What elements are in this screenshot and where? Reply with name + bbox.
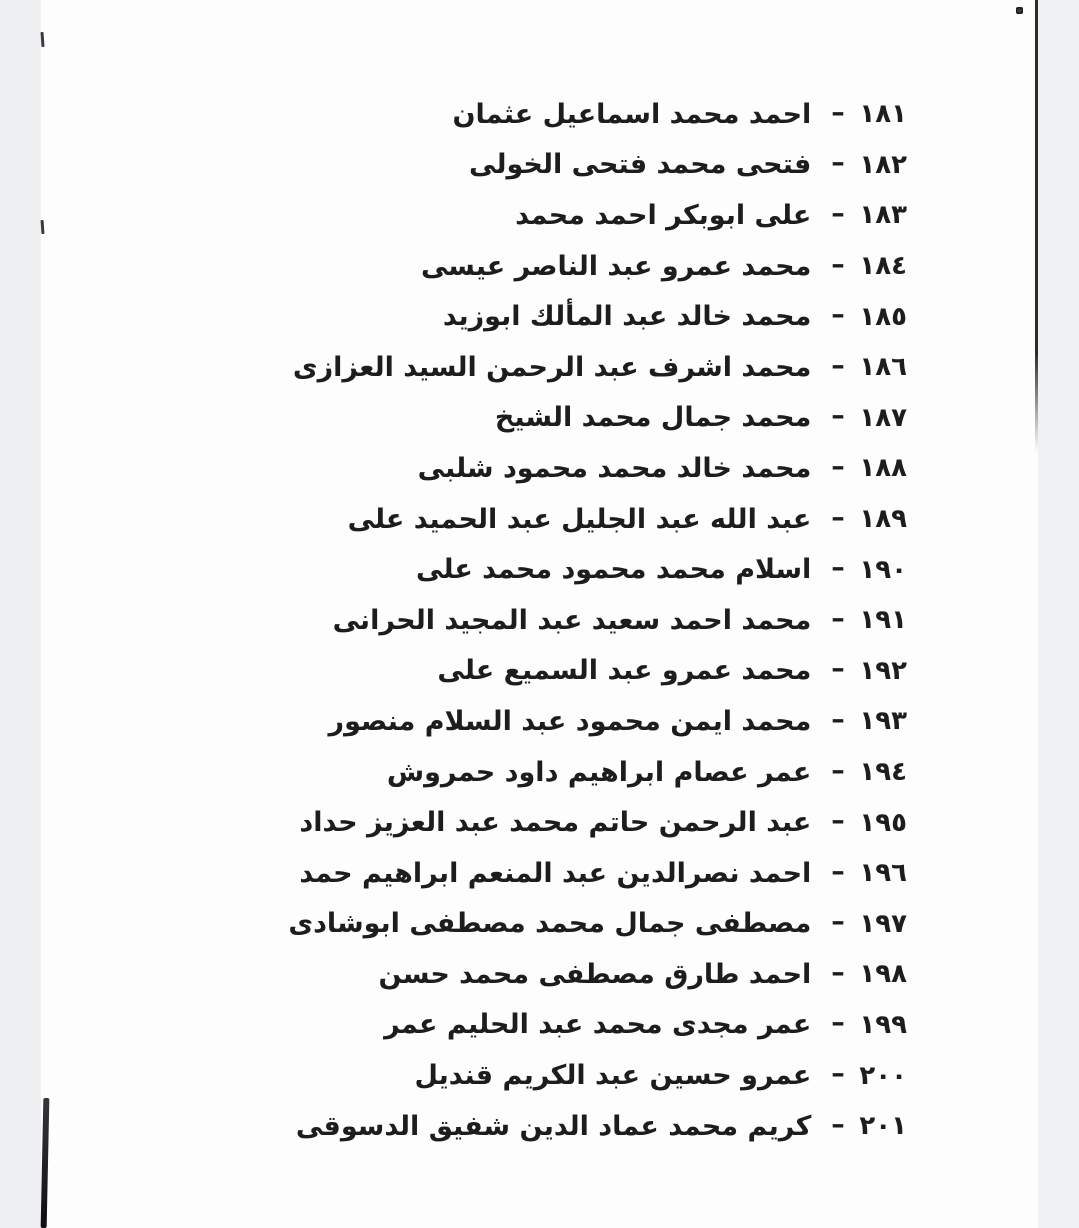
item-name: عمر مجدى محمد عبد الحليم عمر xyxy=(384,1009,812,1041)
item-number: ١٨١ xyxy=(859,99,907,130)
item-name: احمد نصرالدين عبد المنعم ابراهيم حمد xyxy=(299,857,812,889)
item-number: ١٨٥ xyxy=(859,301,907,332)
list-item xyxy=(288,797,907,848)
item-number: ١٨٤ xyxy=(859,251,907,282)
list-item xyxy=(288,696,907,747)
dash-separator: – xyxy=(831,956,845,988)
name-list xyxy=(288,89,907,1151)
list-item xyxy=(288,140,907,191)
dash-separator: – xyxy=(831,1108,845,1140)
item-name: محمد ايمن محمود عبد السلام منصور xyxy=(328,705,812,737)
item-name: محمد عمرو عبد الناصر عيسى xyxy=(420,250,812,282)
item-name: محمد خالد محمد محمود شلبى xyxy=(417,452,812,484)
list-item xyxy=(288,899,907,950)
item-number: ١٩٧ xyxy=(859,908,907,939)
item-name: محمد خالد عبد المألك ابوزيد xyxy=(442,301,812,333)
list-item xyxy=(288,1101,907,1152)
dash-separator: – xyxy=(831,754,845,786)
list-item xyxy=(288,848,907,899)
item-number: ١٩٥ xyxy=(859,807,907,838)
list-item xyxy=(288,89,907,140)
item-name: عبد الله عبد الجليل عبد الحميد على xyxy=(347,503,812,535)
list-item xyxy=(288,1000,907,1051)
item-name: محمد احمد سعيد عبد المجيد الحرانى xyxy=(332,604,812,636)
item-number: ١٨٩ xyxy=(859,504,907,535)
dash-separator: – xyxy=(831,299,845,331)
item-name: احمد طارق مصطفى محمد حسن xyxy=(378,958,812,990)
dash-separator: – xyxy=(831,197,845,229)
item-number: ١٨٢ xyxy=(859,149,907,180)
list-item xyxy=(288,1050,907,1101)
item-number: ١٩٠ xyxy=(859,554,907,585)
list-item xyxy=(288,190,907,241)
item-number: ١٨٧ xyxy=(859,402,907,433)
item-number: ١٩٨ xyxy=(859,959,907,990)
edge-tick-mark xyxy=(40,32,44,47)
item-name: احمد محمد اسماعيل عثمان xyxy=(452,98,812,130)
item-name: محمد اشرف عبد الرحمن السيد العزازى xyxy=(292,351,812,383)
item-number: ١٩٤ xyxy=(859,757,907,788)
list-item xyxy=(288,949,907,1000)
list-item xyxy=(288,646,907,697)
dash-separator: – xyxy=(831,602,845,634)
dash-separator: – xyxy=(831,450,845,482)
dash-separator: – xyxy=(831,501,845,533)
item-number: ١٩٩ xyxy=(859,1009,907,1040)
dash-separator: – xyxy=(831,906,845,938)
item-name: مصطفى جمال محمد مصطفى ابوشادى xyxy=(288,908,812,940)
list-item xyxy=(288,494,907,545)
dash-separator: – xyxy=(831,552,845,584)
scan-backdrop-right xyxy=(1038,0,1079,1228)
dash-separator: – xyxy=(831,248,845,280)
item-number: ١٩٢ xyxy=(859,655,907,686)
item-name: عبد الرحمن حاتم محمد عبد العزيز حداد xyxy=(299,807,812,839)
item-number: ١٨٨ xyxy=(859,453,907,484)
item-number: ١٩١ xyxy=(859,605,907,636)
item-number: ٢٠١ xyxy=(859,1111,907,1142)
item-number: ١٩٣ xyxy=(859,706,907,737)
item-name: عمر عصام ابراهيم داود حمروش xyxy=(386,756,812,788)
list-item xyxy=(288,241,907,292)
item-name: محمد جمال محمد الشيخ xyxy=(494,402,812,434)
list-item xyxy=(288,443,907,494)
dash-separator: – xyxy=(831,349,845,381)
item-number: ١٨٣ xyxy=(859,200,907,231)
item-number: ١٨٦ xyxy=(859,352,907,383)
dash-separator: – xyxy=(831,96,845,128)
binding-mark xyxy=(41,1098,50,1228)
dash-separator: – xyxy=(831,147,845,179)
item-name: على ابوبكر احمد محمد xyxy=(515,199,812,231)
edge-tick-mark xyxy=(41,220,45,234)
dash-separator: – xyxy=(831,653,845,685)
dash-separator: – xyxy=(831,1058,845,1090)
list-item xyxy=(288,595,907,646)
dash-separator: – xyxy=(831,703,845,735)
list-item xyxy=(288,342,907,393)
item-number: ١٩٦ xyxy=(859,858,907,889)
ink-speck xyxy=(1016,7,1023,14)
list-item xyxy=(288,747,907,798)
list-item xyxy=(288,544,907,595)
item-name: كريم محمد عماد الدين شفيق الدسوقى xyxy=(295,1110,812,1142)
dash-separator: – xyxy=(831,1007,845,1039)
item-name: اسلام محمد محمود محمد على xyxy=(416,554,812,586)
scan-backdrop-left xyxy=(0,0,41,1228)
item-name: فتحى محمد فتحى الخولى xyxy=(469,149,812,181)
list-item xyxy=(288,393,907,444)
dash-separator: – xyxy=(831,805,845,837)
item-number: ٢٠٠ xyxy=(859,1060,907,1091)
list-item xyxy=(288,291,907,342)
scan-edge-line xyxy=(1035,0,1038,452)
item-name: عمرو حسين عبد الكريم قنديل xyxy=(414,1060,812,1092)
dash-separator: – xyxy=(831,855,845,887)
dash-separator: – xyxy=(831,400,845,432)
item-name: محمد عمرو عبد السميع على xyxy=(437,655,812,687)
